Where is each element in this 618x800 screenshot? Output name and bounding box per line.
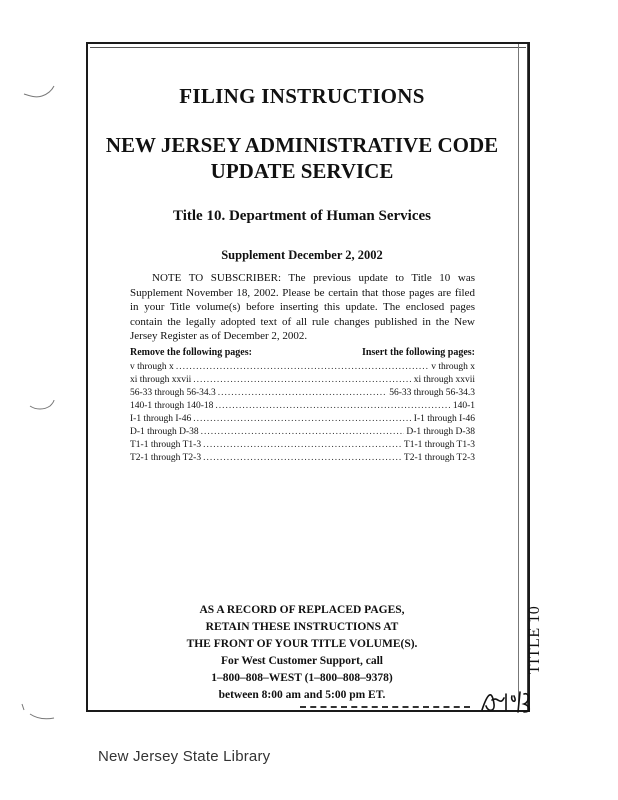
footer-line: RETAIN THESE INSTRUCTIONS AT	[205, 621, 399, 633]
remove-header: Remove the following pages:	[130, 347, 252, 358]
insert-pages: I-1 through I-46	[413, 414, 475, 424]
dot-leader	[203, 453, 402, 463]
insert-pages: T2-1 through T2-3	[403, 453, 475, 463]
insert-pages: 56-33 through 56-34.3	[389, 388, 475, 398]
dot-leader	[193, 375, 412, 385]
remove-pages: I-1 through I-46	[130, 414, 192, 424]
remove-pages: v through x	[130, 362, 174, 372]
table-row	[130, 427, 475, 440]
dot-leader	[215, 401, 450, 411]
page-title: FILING INSTRUCTIONS	[179, 84, 425, 108]
support-hours: between 8:00 am and 5:00 pm ET.	[218, 689, 386, 701]
dot-leader	[176, 362, 429, 372]
table-row	[130, 388, 475, 401]
spine-label	[522, 595, 548, 685]
margin-mark-stroke	[22, 704, 54, 719]
insert-pages: xi through xxvii	[413, 375, 475, 385]
retention-instructions	[86, 602, 518, 704]
handwritten-initials	[478, 686, 558, 718]
remove-pages: 140-1 through 140-18	[130, 401, 214, 411]
code-title-line-1: NEW JERSEY ADMINISTRATIVE CODE	[105, 133, 499, 157]
table-row	[130, 453, 475, 466]
support-phone: 1–800–808–WEST (1–800–808–9378)	[211, 672, 393, 684]
margin-mark-stroke	[24, 86, 54, 97]
table-row	[130, 362, 475, 375]
subscriber-note-text: NOTE TO SUBSCRIBER: The previous update to Title 10 was Supplement November 18, 2002. Please be certain that those pages are filed in your Title volume(s) before inserting this update. The enclosed pages contain the legally adopted text of all rule changes published in the New Jersey Register as of December 2, 2002.	[130, 272, 475, 342]
insert-pages: 140-1	[452, 401, 475, 411]
margin-mark	[22, 84, 56, 100]
remove-pages: 56-33 through 56-34.3	[130, 388, 216, 398]
insert-pages: D-1 through D-38	[406, 427, 475, 437]
margin-mark	[20, 700, 56, 724]
subscriber-note	[130, 271, 475, 344]
remove-pages: T1-1 through T1-3	[130, 440, 202, 450]
page-table	[130, 362, 475, 466]
footer-line: THE FRONT OF YOUR TITLE VOLUME(S).	[186, 638, 418, 650]
dot-leader	[193, 414, 412, 424]
remove-pages: T2-1 through T2-3	[130, 453, 202, 463]
table-row	[130, 440, 475, 453]
margin-mark	[28, 398, 56, 412]
title-section: Title 10. Department of Human Services	[172, 208, 432, 224]
footer-line: AS A RECORD OF REPLACED PAGES,	[199, 604, 405, 616]
code-title	[86, 132, 518, 184]
insert-pages: T1-1 through T1-3	[403, 440, 475, 450]
supplement-date: Supplement December 2, 2002	[221, 248, 383, 262]
dot-leader	[203, 440, 402, 450]
library-stamp: New Jersey State Library	[98, 748, 271, 765]
table-row	[130, 375, 475, 388]
insert-pages: v through x	[431, 362, 475, 372]
dot-leader	[201, 427, 405, 437]
dot-leader	[218, 388, 387, 398]
bottom-dashed-rule	[300, 706, 470, 708]
code-title-line-2: UPDATE SERVICE	[210, 159, 394, 183]
table-row	[130, 414, 475, 427]
margin-mark-stroke	[30, 400, 54, 409]
support-line: For West Customer Support, call	[221, 655, 383, 667]
initials-scribble	[482, 692, 529, 712]
insert-header: Insert the following pages:	[361, 347, 475, 358]
spine-label-text: TITLE 10	[526, 605, 543, 675]
table-row	[130, 401, 475, 414]
remove-pages: D-1 through D-38	[130, 427, 199, 437]
remove-pages: xi through xxvii	[130, 375, 192, 385]
table-header	[130, 347, 475, 358]
